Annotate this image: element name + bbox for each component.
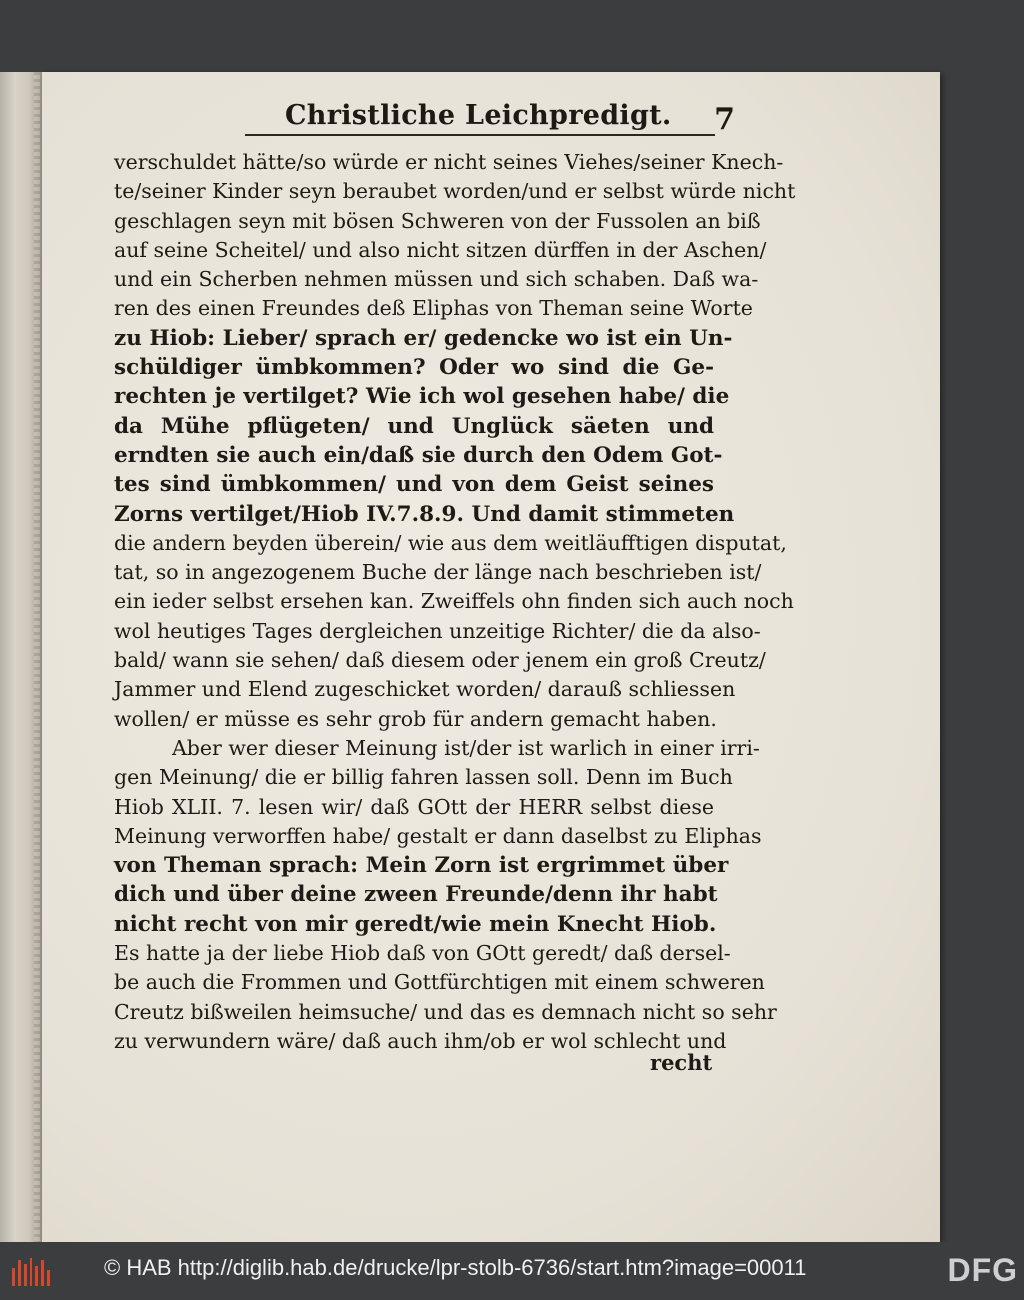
page-number: 7 [714, 102, 735, 137]
text-line: Zorns vertilget/Hiob IV.7.8.9. Und damit stimmeten [114, 501, 735, 527]
text-line: erndten sie auch ein/daß sie durch den Odem Got- [114, 442, 723, 468]
text-line: da Mühe pflügeten/ und Unglück säeten und [114, 413, 714, 439]
text-line: dich und über deine zween Freunde/denn ihr habt [114, 882, 718, 908]
text-line: gen Meinung/ die er billig fahren lassen soll. Denn im Buch [114, 765, 733, 790]
page-header [245, 100, 735, 136]
text-line: die andern beyden überein/ wie aus dem weitläufftigen disputat, [114, 530, 787, 555]
text-line: Meinung verworffen habe/ gestalt er dann daselbst zu Eliphas [114, 823, 762, 848]
header-rule [245, 134, 715, 136]
text-line: und ein Scherben nehmen müssen und sich schaben. Daß wa- [114, 267, 759, 292]
text-line: te/seiner Kinder seyn beraubet worden/und er selbst würde nicht [114, 179, 796, 204]
text-line: nicht recht von mir geredt/wie mein Knecht Hiob. [114, 911, 717, 937]
copyright-link[interactable]: © HAB http://diglib.hab.de/drucke/lpr-stolb-6736/start.htm?image=00011 [104, 1255, 807, 1280]
text-line: von Theman sprach: Mein Zorn ist ergrimmet über [114, 853, 729, 879]
hab-logo-icon[interactable] [12, 1256, 50, 1286]
text-line: be auch die Frommen und Gottfürchtigen mit einem schweren [114, 970, 765, 995]
text-line: Jammer und Elend zugeschicket worden/ darauß schliessen [114, 677, 736, 702]
running-title: Christliche Leichpredigt. [285, 100, 672, 131]
text-line: Aber wer dieser Meinung ist/der ist warlich in einer irri- [172, 735, 760, 760]
text-line: Hiob XLII. 7. lesen wir/ daß GOtt der HERR selbst diese [114, 794, 714, 819]
text-line: ein ieder selbst ersehen kan. Zweiffels ohn finden sich auch noch [114, 589, 794, 614]
footer-bar [0, 1242, 1024, 1300]
text-line: zu verwundern wäre/ daß auch ihm/ob er wol schlecht und [114, 1028, 727, 1053]
dfg-logo[interactable]: DFG [947, 1252, 1018, 1288]
catchword: recht [650, 1050, 713, 1075]
text-line: Creutz bißweilen heimsuche/ und das es demnach nicht so sehr [114, 999, 777, 1024]
page-stack-edge [34, 72, 40, 1242]
text-line: bald/ wann sie sehen/ daß diesem oder jenem ein groß Creutz/ [114, 648, 766, 673]
text-line: Es hatte ja der liebe Hiob daß von GOtt geredt/ daß dersel- [114, 941, 731, 966]
text-line: rechten je vertilget? Wie ich wol gesehen habe/ die [114, 384, 730, 410]
body-text [114, 148, 796, 1056]
text-line: verschuldet hätte/so würde er nicht seines Viehes/seiner Knech- [114, 150, 784, 174]
text-line: auf seine Scheitel/ und also nicht sitzen dürffen in der Aschen/ [114, 237, 767, 262]
text-line: wol heutiges Tages dergleichen unzeitige Richter/ die da also- [114, 618, 761, 643]
text-line: wollen/ er müsse es sehr grob für andern gemacht haben. [114, 706, 717, 731]
text-line: zu Hiob: Lieber/ sprach er/ gedencke wo ist ein Un- [114, 325, 733, 351]
text-line: ren des einen Freundes deß Eliphas von Theman seine Worte [114, 296, 753, 321]
text-line: tat, so in angezogenem Buche der länge nach beschrieben ist/ [114, 560, 762, 585]
text-line: geschlagen seyn mit bösen Schweren von der Fussolen an biß [114, 208, 761, 233]
text-line: schüldiger ümbkommen? Oder wo sind die Ge- [114, 355, 714, 381]
text-line: tes sind ümbkommen/ und von dem Geist seines [114, 472, 714, 498]
